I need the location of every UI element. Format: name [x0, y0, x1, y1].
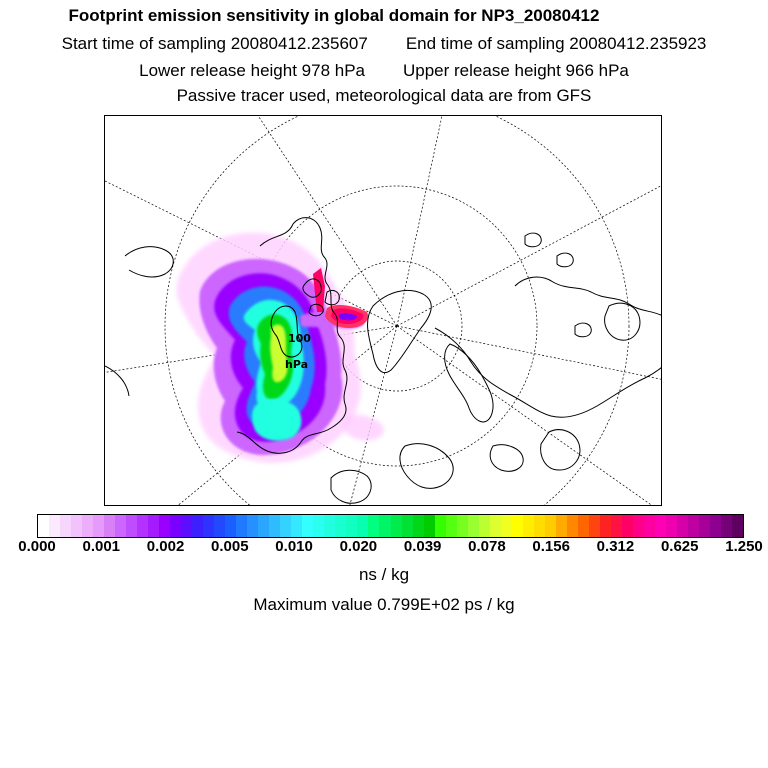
colorbar-tick-label: 0.625	[660, 538, 699, 555]
colorbar-swatch	[534, 515, 545, 537]
colorbar-swatch	[424, 515, 435, 537]
coastline-siberia-islands	[525, 233, 591, 337]
colorbar-swatch	[104, 515, 115, 537]
colorbar-swatch	[93, 515, 104, 537]
colorbar-swatch	[324, 515, 335, 537]
colorbar-swatch	[126, 515, 137, 537]
colorbar-tick-label: 0.312	[596, 538, 635, 555]
colorbar-swatch	[258, 515, 269, 537]
meridian	[397, 116, 443, 326]
colorbar-swatch	[545, 515, 556, 537]
coastline-mediterranean	[490, 445, 523, 472]
footprint-map	[104, 115, 662, 506]
release-heights	[0, 61, 768, 81]
colorbar-swatch	[644, 515, 655, 537]
colorbar-swatch	[115, 515, 126, 537]
colorbar-swatch	[688, 515, 699, 537]
colorbar-swatch	[335, 515, 346, 537]
colorbar-swatch	[600, 515, 611, 537]
colorbar-swatch	[589, 515, 600, 537]
colorbar-tick-label: 0.010	[275, 538, 313, 555]
map-canvas	[105, 116, 662, 506]
colorbar-swatch	[280, 515, 291, 537]
colorbar-swatch	[611, 515, 622, 537]
colorbar-swatch	[313, 515, 324, 537]
colorbar-swatch	[710, 515, 721, 537]
colorbar-swatch	[435, 515, 446, 537]
colorbar-swatch	[578, 515, 589, 537]
colorbar-swatch	[622, 515, 633, 537]
colorbar-swatch	[501, 515, 512, 537]
plume-south-halo	[341, 415, 384, 441]
colorbar-swatch	[379, 515, 390, 537]
colorbar-swatch	[148, 515, 159, 537]
colorbar-tick-label: 0.020	[339, 538, 378, 555]
colorbar-swatch	[556, 515, 567, 537]
colorbar-swatch	[302, 515, 313, 537]
end-time: End time of sampling 20080412.235923	[405, 34, 707, 53]
coastline-alaska	[125, 247, 173, 277]
colorbar-swatch	[413, 515, 424, 537]
meridian	[397, 326, 662, 506]
coastline-west-edge	[105, 366, 129, 396]
plume-yellow	[270, 325, 287, 383]
colorbar-swatch	[479, 515, 490, 537]
colorbar-swatch	[49, 515, 60, 537]
colorbar-swatch	[181, 515, 192, 537]
coastline-siberia	[515, 277, 662, 316]
colorbar-swatch	[391, 515, 402, 537]
plume-south-lobe	[252, 399, 301, 441]
maximum-value: Maximum value 0.799E+02 ps / kg	[253, 595, 515, 614]
colorbar-swatch	[567, 515, 578, 537]
start-time: Start time of sampling 20080412.235607	[61, 34, 368, 53]
colorbar-swatch	[512, 515, 523, 537]
colorbar-swatch	[721, 515, 732, 537]
colorbar-swatch	[402, 515, 413, 537]
colorbar-swatch	[38, 515, 49, 537]
colorbar-swatch	[137, 515, 148, 537]
colorbar-swatch	[368, 515, 379, 537]
colorbar-tick-label: 0.156	[532, 538, 570, 555]
colorbar	[37, 514, 744, 538]
colorbar-units: ns / kg	[358, 565, 410, 584]
colorbar-swatch	[655, 515, 666, 537]
colorbar-tick-label: 0.039	[403, 538, 442, 555]
colorbar-swatch	[236, 515, 247, 537]
colorbar-swatch	[269, 515, 280, 537]
colorbar-swatch	[446, 515, 457, 537]
colorbar-swatch	[60, 515, 71, 537]
coastline-scandinavia	[445, 344, 493, 422]
colorbar-tick-label: 0.078	[468, 538, 506, 555]
colorbar-swatch	[490, 515, 501, 537]
colorbar-tick-label: 0.002	[146, 538, 185, 555]
colorbar-swatch	[666, 515, 677, 537]
sampling-times	[0, 34, 768, 54]
tracer-note: Passive tracer used, meteorological data are from GFS	[176, 86, 592, 105]
lower-release-height: Lower release height 978 hPa	[139, 61, 365, 80]
coastline-greenland	[368, 290, 432, 372]
colorbar-swatch	[214, 515, 225, 537]
colorbar-tick-label: 0.001	[82, 538, 121, 555]
meridian	[397, 326, 662, 381]
colorbar-swatch	[523, 515, 534, 537]
colorbar-swatch	[247, 515, 258, 537]
coastline-europe-south	[400, 444, 453, 489]
colorbar-swatch	[699, 515, 710, 537]
colorbar-tick-label: 1.250	[725, 538, 763, 555]
colorbar-swatch	[291, 515, 302, 537]
map-label-marker: hPa	[285, 358, 309, 371]
colorbar-swatch	[457, 515, 468, 537]
coastline-far-east	[605, 303, 640, 340]
colorbar-swatch	[732, 515, 743, 537]
colorbar-tick-label: 0.005	[211, 538, 249, 555]
figure-title: Footprint emission sensitivity in global domain for NP3_20080412	[68, 6, 600, 25]
colorbar-tick-label: 0.000	[18, 538, 56, 555]
colorbar-swatch	[159, 515, 170, 537]
coastline-middle-east	[541, 430, 580, 470]
colorbar-swatch	[346, 515, 357, 537]
map-label-100: 100	[288, 332, 311, 345]
meridian	[397, 181, 662, 326]
emission-sensitivity-field	[176, 233, 383, 463]
colorbar-swatch	[225, 515, 236, 537]
coastline-europe-west	[331, 470, 371, 503]
colorbar-swatch	[82, 515, 93, 537]
colorbar-swatch	[203, 515, 214, 537]
colorbar-swatch	[192, 515, 203, 537]
coastline-eurasia	[435, 328, 662, 417]
colorbar-swatch	[468, 515, 479, 537]
colorbar-swatch	[170, 515, 181, 537]
colorbar-swatch	[633, 515, 644, 537]
colorbar-swatch	[677, 515, 688, 537]
colorbar-swatch	[357, 515, 368, 537]
coastlines	[105, 218, 662, 504]
colorbar-swatch	[71, 515, 82, 537]
upper-release-height: Upper release height 966 hPa	[403, 61, 629, 80]
